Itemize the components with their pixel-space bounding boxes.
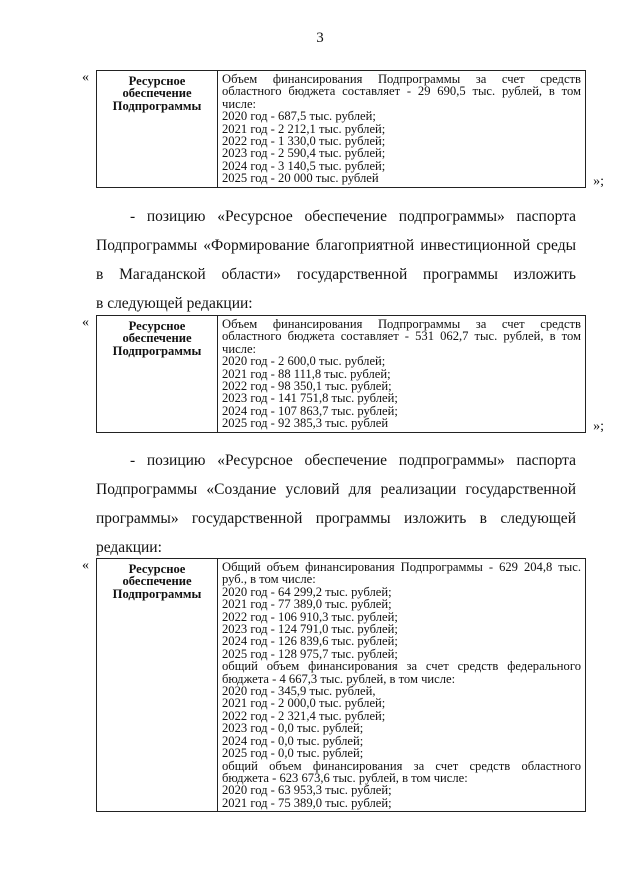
value-line: бюджета - 4 667,3 тыс. рублей, в том числе: xyxy=(222,671,456,686)
resource-table xyxy=(96,70,586,188)
value-line: 2021 год - 88 111,8 тыс. рублей; xyxy=(222,366,391,381)
label-line: Подпрограммы xyxy=(112,586,202,601)
paragraph-line: - позицию «Ресурсное обеспечение подпрограммы» паспорта xyxy=(130,452,576,469)
value-line: числе: xyxy=(222,341,257,356)
label-line: Ресурсное xyxy=(128,562,186,576)
value-line: 2021 год - 75 389,0 тыс. рублей; xyxy=(222,795,392,810)
value-line: 2023 год - 141 751,8 тыс. рублей; xyxy=(222,391,398,406)
label-line: Подпрограммы xyxy=(112,98,202,113)
value-line: 2024 год - 0,0 тыс. рублей; xyxy=(222,733,364,748)
value-cell xyxy=(218,316,586,433)
value-line: 2022 год - 98 350,1 тыс. рублей; xyxy=(222,379,392,394)
resource-table-2 xyxy=(82,315,604,434)
value-line: 2023 год - 124 791,0 тыс. рублей; xyxy=(222,622,398,637)
value-line: 2025 год - 0,0 тыс. рублей; xyxy=(222,746,364,761)
value-line: 2020 год - 345,9 тыс. рублей, xyxy=(222,684,376,699)
value-cell xyxy=(218,559,586,812)
label-cell xyxy=(97,559,218,812)
closing-quote: »; xyxy=(593,418,604,434)
value-line: 2024 год - 3 140,5 тыс. рублей; xyxy=(222,158,386,173)
label-line: Ресурсное xyxy=(128,319,186,333)
opening-quote: « xyxy=(82,558,89,573)
value-line: 2024 год - 107 863,7 тыс. рублей; xyxy=(222,403,398,418)
closing-quote: »; xyxy=(593,173,604,189)
value-line: 2022 год - 106 910,3 тыс. рублей; xyxy=(222,609,398,624)
value-line: 2020 год - 687,5 тыс. рублей; xyxy=(222,109,376,124)
value-line: общий объем финансирования за счет средств областного xyxy=(222,758,581,773)
value-line: областного бюджета составляет - 29 690,5 тыс. рублей, в том xyxy=(222,84,581,99)
value-line: Объем финансирования Подпрограммы за счет средств xyxy=(222,317,581,331)
opening-quote: « xyxy=(82,70,89,85)
paragraph-line: программы» государственной программы изложить в следующей xyxy=(96,510,576,527)
value-line: 2025 год - 92 385,3 тыс. рублей xyxy=(222,416,389,431)
label-cell xyxy=(97,71,218,188)
paragraph-line: редакции: xyxy=(96,539,162,556)
paragraph-line: Подпрограммы «Создание условий для реализации государственной xyxy=(96,481,576,498)
value-line: 2020 год - 64 299,2 тыс. рублей; xyxy=(222,584,392,599)
value-line: бюджета - 623 673,6 тыс. рублей, в том числе: xyxy=(222,770,468,785)
instruction-paragraph-1 xyxy=(96,202,576,318)
label-line: обеспечение xyxy=(122,331,192,346)
value-line: 2025 год - 20 000 тыс. рублей xyxy=(222,171,379,186)
value-line: Объем финансирования Подпрограммы за счет средств xyxy=(222,72,581,86)
opening-quote: « xyxy=(82,315,89,330)
value-line: Общий объем финансирования Подпрограммы - 629 204,8 тыс. xyxy=(222,560,581,574)
resource-table xyxy=(96,315,586,433)
value-line: областного бюджета составляет - 531 062,7 тыс. рублей, в том xyxy=(222,329,581,344)
label-line: Ресурсное xyxy=(128,74,186,88)
value-line: 2021 год - 2 000,0 тыс. рублей; xyxy=(222,696,386,711)
label-line: обеспечение xyxy=(122,86,192,101)
value-line: 2023 год - 0,0 тыс. рублей; xyxy=(222,721,364,736)
resource-table xyxy=(96,558,586,812)
value-line: 2021 год - 2 212,1 тыс. рублей; xyxy=(222,121,386,136)
value-line: 2025 год - 128 975,7 тыс. рублей; xyxy=(222,646,398,661)
label-line: обеспечение xyxy=(122,574,192,589)
value-line: 2023 год - 2 590,4 тыс. рублей; xyxy=(222,146,386,161)
value-line: 2022 год - 2 321,4 тыс. рублей; xyxy=(222,708,386,723)
label-line: Подпрограммы xyxy=(112,343,202,358)
page-number: 3 xyxy=(316,30,324,46)
paragraph-line: в следующей редакции: xyxy=(96,295,253,312)
label-cell xyxy=(97,316,218,433)
value-line: общий объем финансирования за счет средств федерального xyxy=(222,659,581,674)
resource-table-3 xyxy=(82,558,586,812)
paragraph-line: Подпрограммы «Формирование благоприятной инвестиционной среды xyxy=(96,237,576,254)
value-line: 2020 год - 63 953,3 тыс. рублей; xyxy=(222,783,392,798)
value-line: 2024 год - 126 839,6 тыс. рублей; xyxy=(222,634,398,649)
value-line: 2021 год - 77 389,0 тыс. рублей; xyxy=(222,597,392,612)
instruction-paragraph-2 xyxy=(96,446,576,562)
resource-table-1 xyxy=(82,70,604,189)
value-line: руб., в том числе: xyxy=(222,572,316,587)
paragraph-line: - позицию «Ресурсное обеспечение подпрограммы» паспорта xyxy=(130,208,576,225)
value-cell xyxy=(218,71,586,188)
value-line: 2020 год - 2 600,0 тыс. рублей; xyxy=(222,354,386,369)
value-line: числе: xyxy=(222,96,257,111)
value-line: 2022 год - 1 330,0 тыс. рублей; xyxy=(222,134,386,149)
paragraph-line: в Магаданской области» государственной программы изложить xyxy=(96,266,576,283)
